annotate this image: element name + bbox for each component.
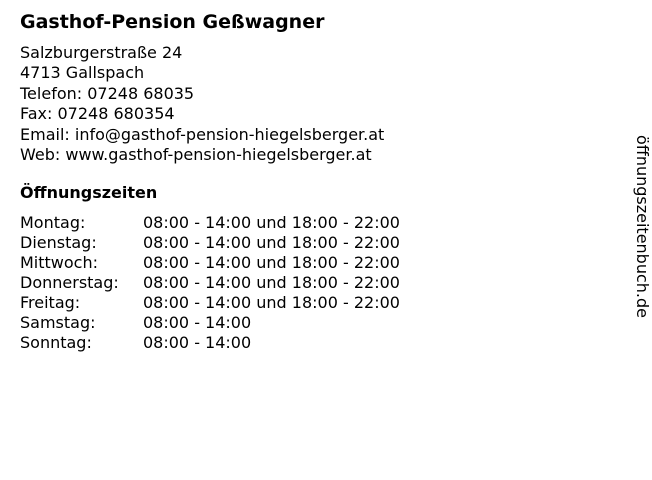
hours-row-saturday <box>20 313 443 333</box>
opening-hours-heading: Öffnungszeiten <box>20 183 158 202</box>
hours-row-friday <box>20 293 443 313</box>
hours-row-thursday <box>20 273 443 293</box>
street-address: Salzburgerstraße 24 <box>20 43 183 62</box>
hours-time: 08:00 - 14:00 und 18:00 - 22:00 <box>143 273 400 292</box>
hours-row-sunday <box>20 333 443 353</box>
opening-hours-table <box>20 213 443 353</box>
hours-row-monday <box>20 213 443 233</box>
hours-time: 08:00 - 14:00 und 18:00 - 22:00 <box>143 253 400 272</box>
hours-day: Mittwoch: <box>20 253 98 272</box>
hours-time: 08:00 - 14:00 und 18:00 - 22:00 <box>143 233 400 252</box>
email-address: Email: info@gasthof-pension-hiegelsberger.at <box>20 124 385 144</box>
hours-day: Donnerstag: <box>20 273 119 292</box>
hours-row-tuesday <box>20 233 443 253</box>
city-address: 4713 Gallspach <box>20 63 145 83</box>
hours-day: Freitag: <box>20 293 81 312</box>
business-name: Gasthof-Pension Geßwagner <box>20 11 325 33</box>
hours-row-wednesday <box>20 253 443 273</box>
site-brand-vertical: öffnungszeitenbuch.de <box>633 135 652 318</box>
hours-day: Samstag: <box>20 313 96 332</box>
hours-time: 08:00 - 14:00 <box>143 333 252 352</box>
hours-time: 08:00 - 14:00 und 18:00 - 22:00 <box>143 213 400 232</box>
website: Web: www.gasthof-pension-hiegelsberger.at <box>20 144 372 164</box>
contact-block <box>20 43 384 165</box>
hours-day: Dienstag: <box>20 233 97 252</box>
hours-time: 08:00 - 14:00 <box>143 313 252 332</box>
hours-day: Montag: <box>20 213 86 232</box>
fax-number: Fax: 07248 680354 <box>20 104 175 124</box>
phone-number: Telefon: 07248 68035 <box>20 83 195 103</box>
hours-day: Sonntag: <box>20 333 92 352</box>
hours-time: 08:00 - 14:00 und 18:00 - 22:00 <box>143 293 400 312</box>
